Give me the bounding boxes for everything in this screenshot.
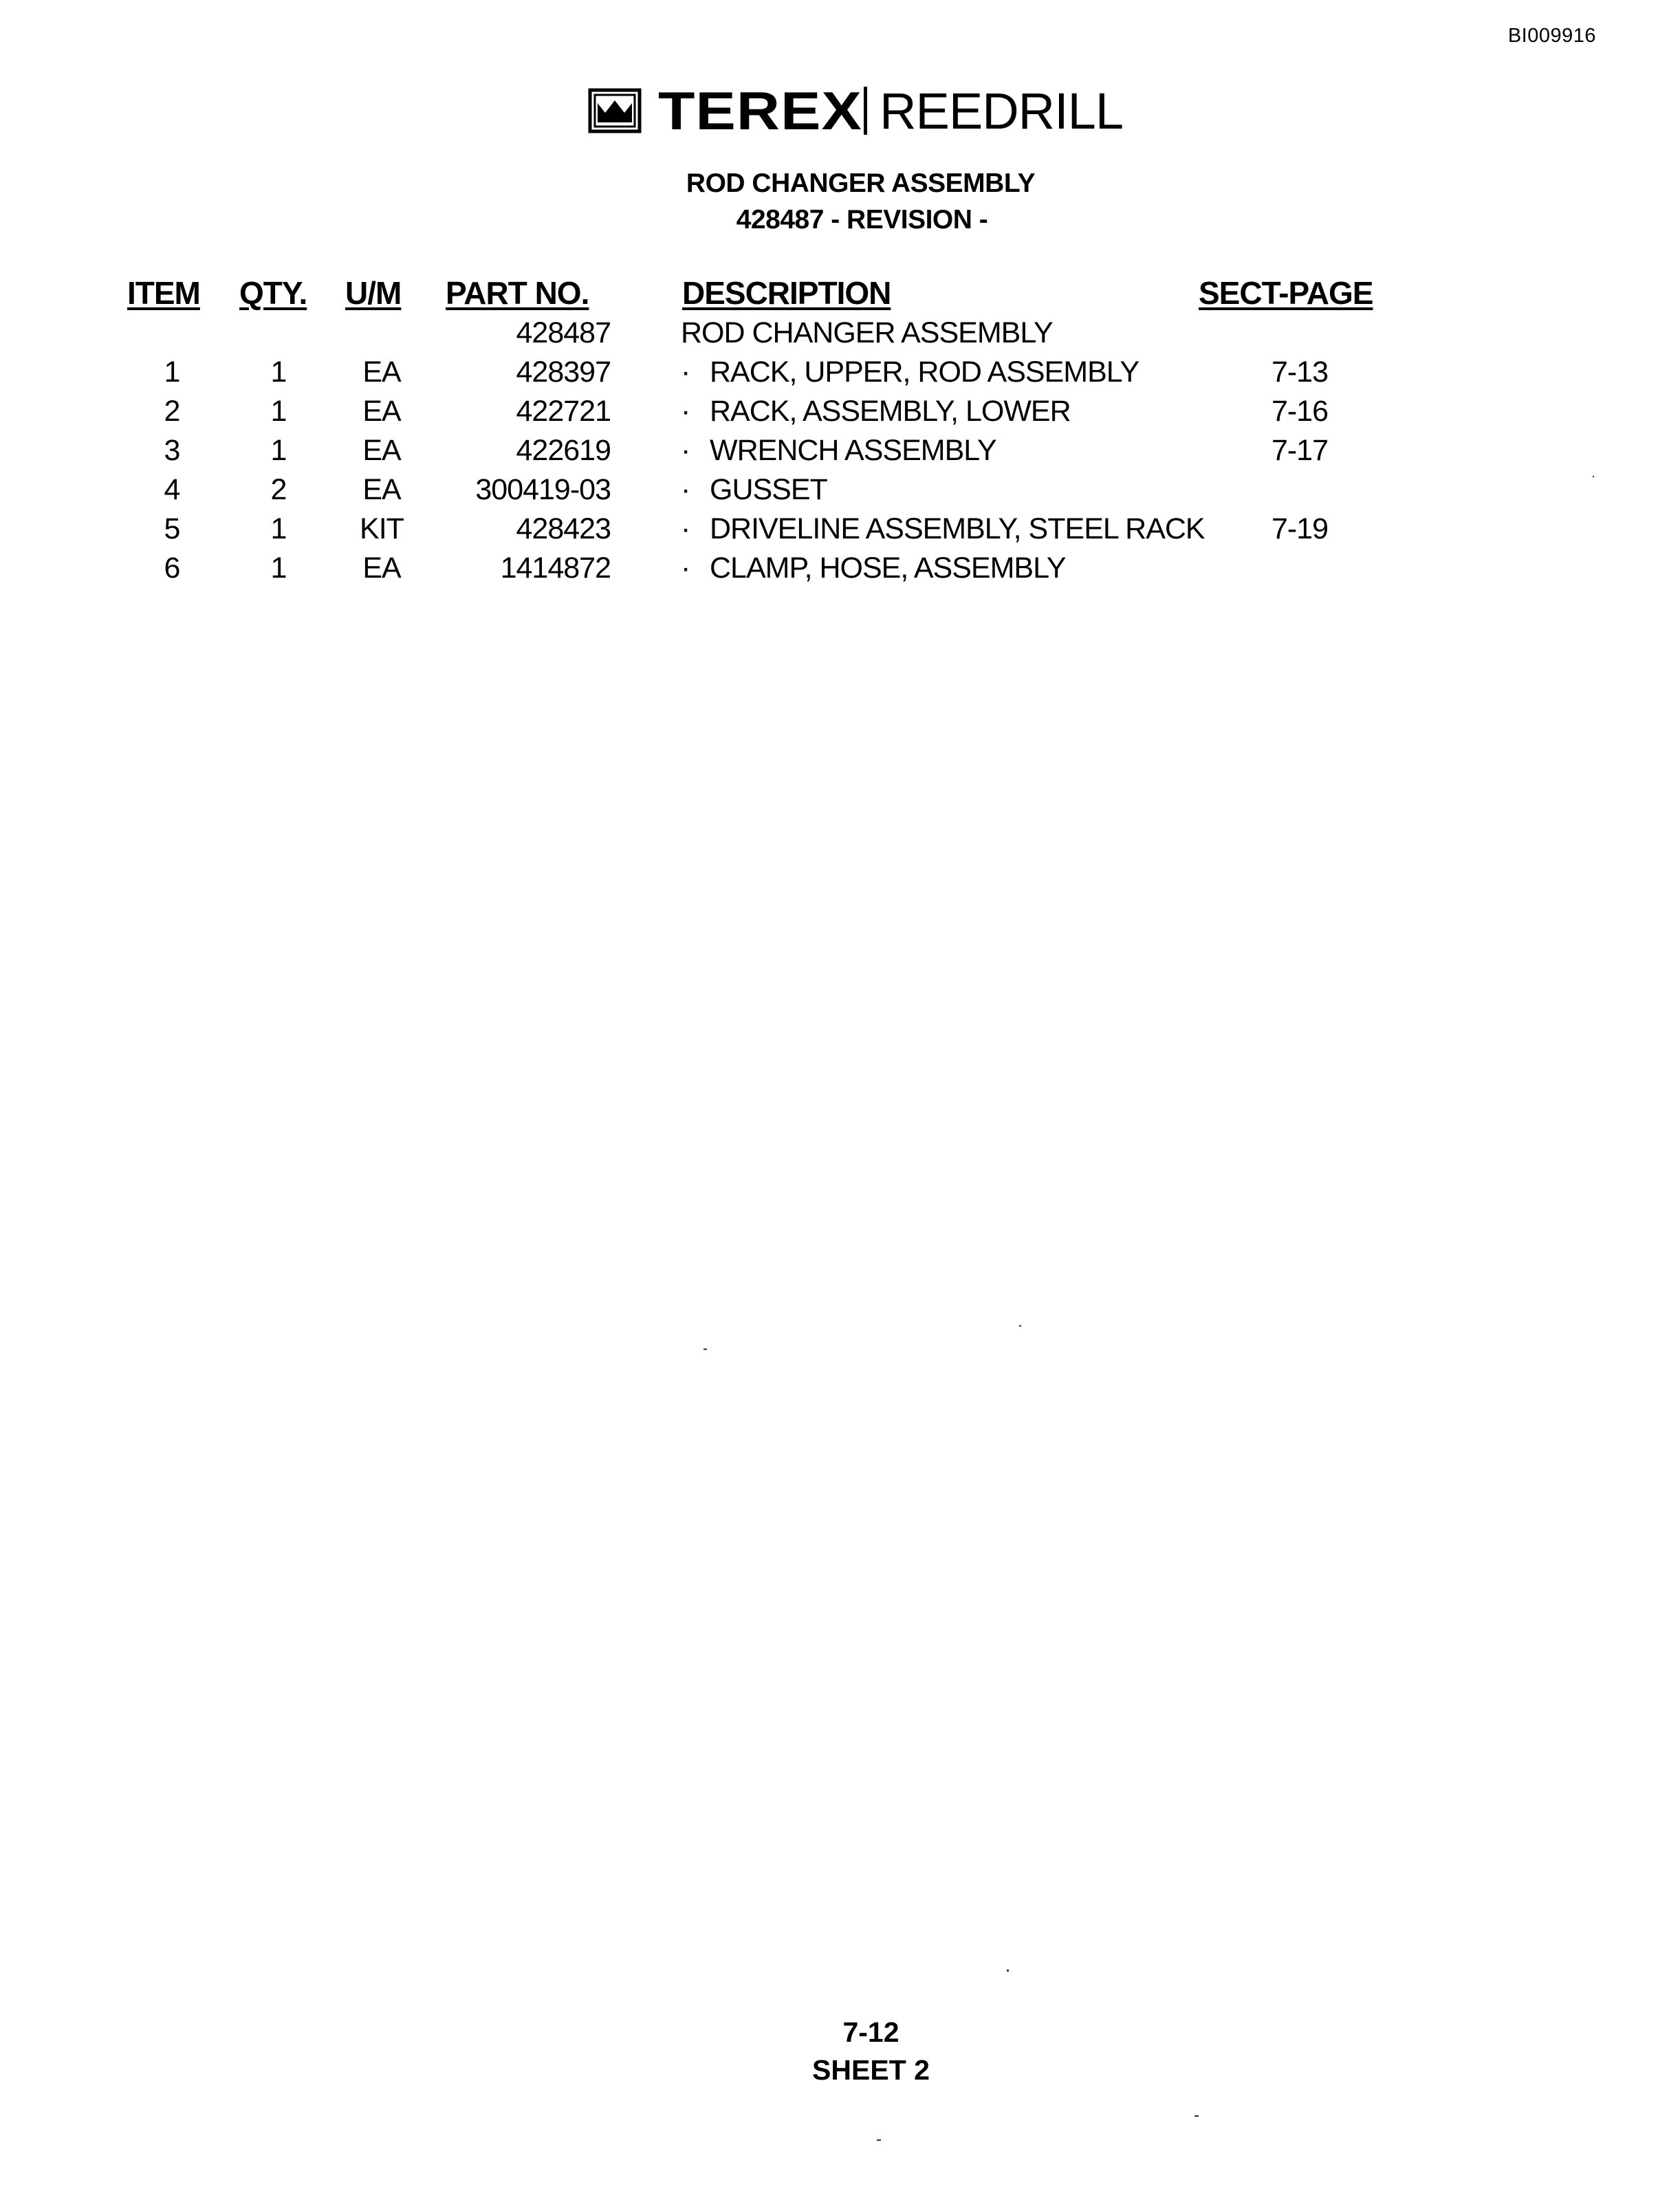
description-text: WRENCH ASSEMBLY xyxy=(710,434,996,467)
description-text: RACK, UPPER, ROD ASSEMBLY xyxy=(710,356,1139,389)
sheet-number: SHEET 2 xyxy=(812,2054,930,2086)
part-number: 428397 xyxy=(516,356,611,389)
unit-of-measure: EA xyxy=(362,552,401,585)
terex-crown-logo-icon xyxy=(588,88,642,133)
scan-speck xyxy=(1593,476,1594,477)
description xyxy=(681,510,1205,549)
bullet: · xyxy=(681,473,690,506)
bullet: · xyxy=(681,395,690,428)
bullet: · xyxy=(681,512,690,545)
header-description: DESCRIPTION xyxy=(682,275,891,311)
scan-speck xyxy=(877,2139,881,2141)
brand-divider xyxy=(864,87,867,135)
description xyxy=(681,549,1066,588)
description-text: RACK, ASSEMBLY, LOWER xyxy=(710,395,1071,428)
unit-of-measure: EA xyxy=(362,473,401,506)
header-qty: QTY. xyxy=(239,275,307,311)
bullet: · xyxy=(681,434,690,467)
item-number: 3 xyxy=(164,434,180,467)
title-line-2: 428487 - REVISION - xyxy=(736,205,988,235)
part-number: 422721 xyxy=(516,395,611,428)
header-item: ITEM xyxy=(127,275,200,311)
item-number: 4 xyxy=(164,473,180,506)
description-text: DRIVELINE ASSEMBLY, STEEL RACK xyxy=(710,512,1205,545)
description xyxy=(681,431,996,470)
quantity: 1 xyxy=(270,395,287,428)
table-row xyxy=(0,353,1680,392)
header-sect-page: SECT-PAGE xyxy=(1199,275,1373,311)
brand-name: TEREX xyxy=(658,80,862,141)
table-row xyxy=(0,431,1680,470)
item-number: 6 xyxy=(164,552,180,585)
description-text: GUSSET xyxy=(710,473,827,506)
description xyxy=(681,353,1139,392)
sect-page: 7-13 xyxy=(1271,356,1329,389)
description xyxy=(681,392,1071,431)
table-row xyxy=(0,470,1680,510)
part-number: 428423 xyxy=(516,512,611,545)
part-number: 1414872 xyxy=(500,552,611,585)
header-um: U/M xyxy=(345,275,402,311)
description xyxy=(681,470,827,510)
document-id: BI009916 xyxy=(1507,25,1596,47)
quantity: 1 xyxy=(270,434,287,467)
table-row xyxy=(0,549,1680,588)
unit-of-measure: EA xyxy=(362,356,401,389)
sect-page: 7-16 xyxy=(1271,395,1329,428)
quantity: 2 xyxy=(270,473,287,506)
description-text: CLAMP, HOSE, ASSEMBLY xyxy=(710,552,1066,585)
scan-speck xyxy=(1019,1325,1021,1327)
bullet: · xyxy=(681,552,690,585)
item-number: 2 xyxy=(164,395,180,428)
quantity: 1 xyxy=(270,356,287,389)
parts-table xyxy=(0,274,1680,588)
sect-page: 7-17 xyxy=(1271,434,1329,467)
assembly-description: ROD CHANGER ASSEMBLY xyxy=(681,316,1053,349)
scan-speck xyxy=(1194,2115,1199,2117)
part-number: 422619 xyxy=(516,434,611,467)
page-footer xyxy=(0,2014,1680,2089)
document-title xyxy=(0,165,1680,238)
brand-header xyxy=(588,81,1123,140)
unit-of-measure: KIT xyxy=(360,512,404,545)
quantity: 1 xyxy=(270,512,287,545)
page-number: 7-12 xyxy=(842,2016,899,2048)
unit-of-measure: EA xyxy=(362,395,401,428)
unit-of-measure: EA xyxy=(362,434,401,467)
item-number: 5 xyxy=(164,512,180,545)
item-number: 1 xyxy=(164,356,180,389)
table-row xyxy=(0,510,1680,549)
quantity: 1 xyxy=(270,552,287,585)
sect-page: 7-19 xyxy=(1271,512,1329,545)
assembly-row xyxy=(0,314,1680,353)
title-line-1: ROD CHANGER ASSEMBLY xyxy=(686,168,1036,198)
header-part-no: PART NO. xyxy=(446,275,589,311)
part-number: 300419-03 xyxy=(475,473,611,506)
table-row xyxy=(0,392,1680,431)
table-header-row xyxy=(0,274,1680,314)
assembly-part-no: 428487 xyxy=(516,316,611,349)
scan-speck xyxy=(1007,1970,1009,1972)
bullet: · xyxy=(681,356,690,389)
scan-speck xyxy=(703,1349,707,1350)
brand-division: REEDRILL xyxy=(880,82,1123,140)
